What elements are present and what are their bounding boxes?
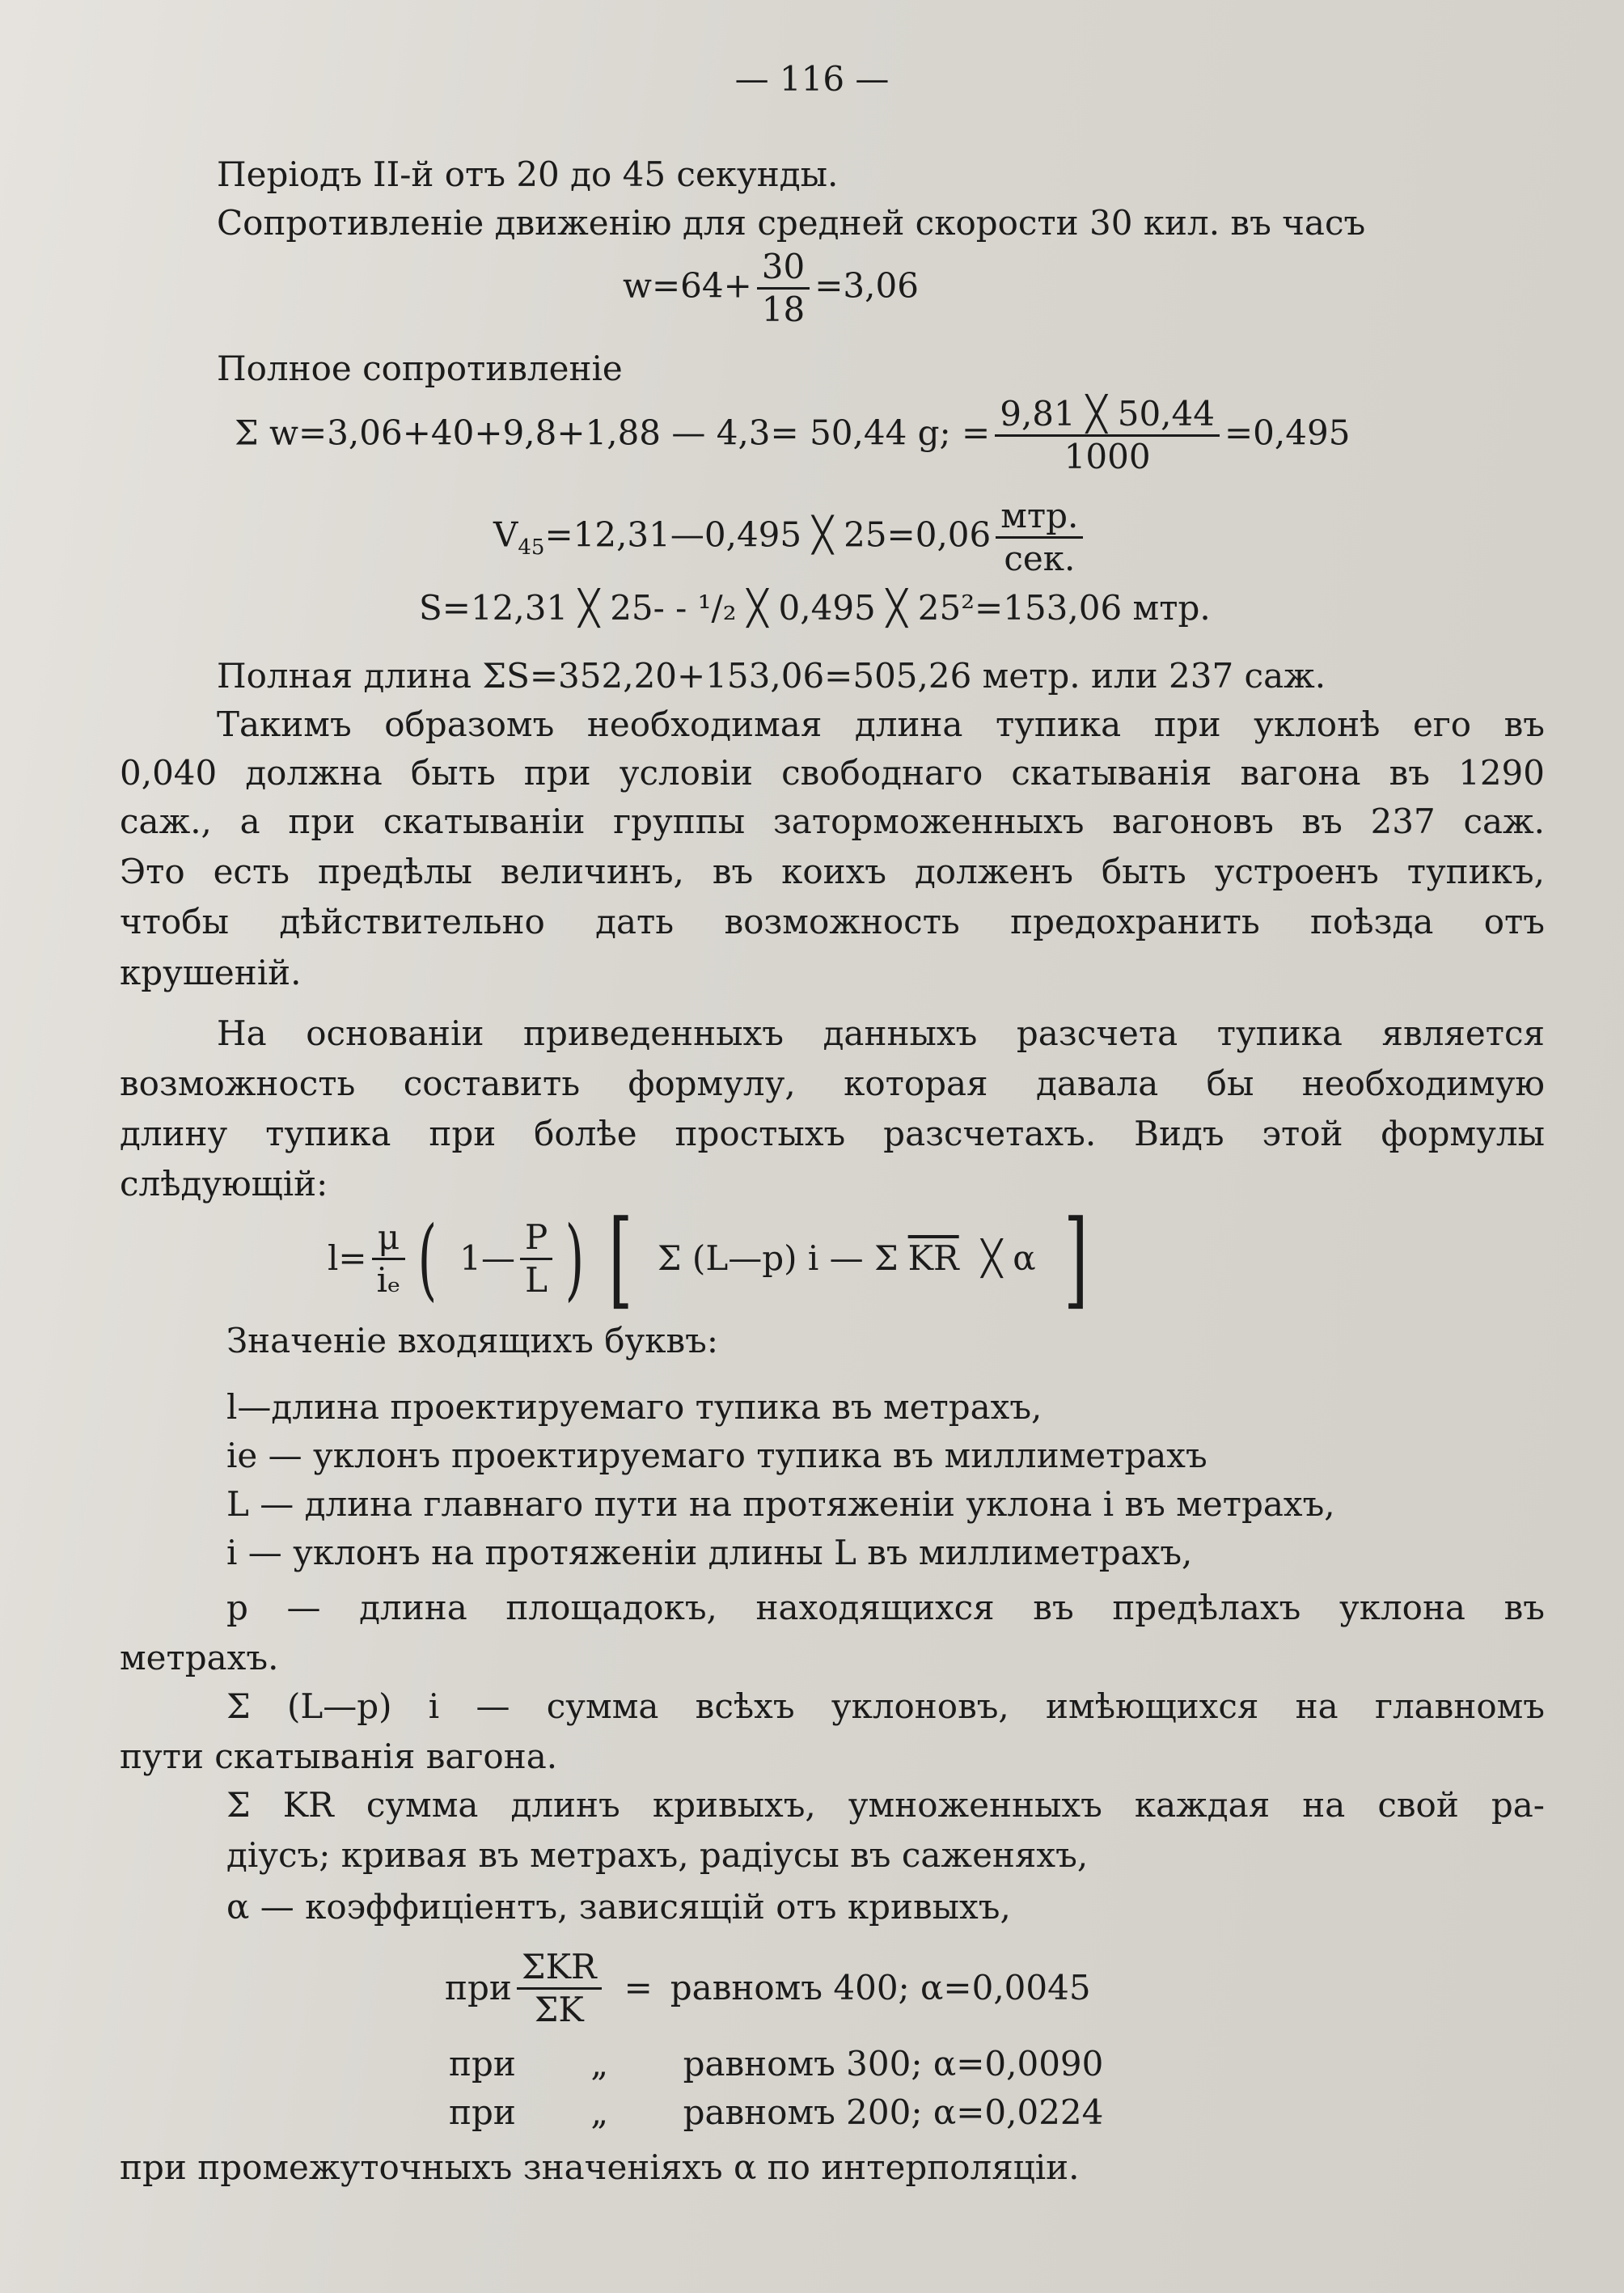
legend-item-cont: діусъ; кривая въ метрахъ, радіусы въ саженяхъ, bbox=[226, 1835, 1089, 1875]
legend-item: l—длина проектируемаго тупика въ метрахъ, bbox=[226, 1387, 1042, 1427]
formula-open-paren: ( bbox=[417, 1207, 438, 1310]
para2-line: возможность составить формулу, которая давала бы необходимую bbox=[120, 1064, 1545, 1103]
para2-line: На основаніи приведенныхъ данныхъ разсчета тупика является bbox=[217, 1013, 1545, 1053]
eq-w-den: 18 bbox=[761, 290, 806, 329]
case-ditto: „ bbox=[590, 2092, 609, 2132]
equation-w bbox=[623, 247, 919, 330]
formula-one: 1— bbox=[459, 1238, 515, 1278]
case-value: равномъ 300; α=0,0090 bbox=[683, 2044, 1104, 2084]
full-length-line: Полная длина ΣS=352,20+153,06=505,26 метр. или 237 саж. bbox=[217, 656, 1326, 696]
para2-line: длину тупика при болѣе простыхъ разсчетахъ. Видъ этой формулы bbox=[120, 1114, 1545, 1153]
formula-p: P bbox=[520, 1217, 552, 1260]
legend-item: α — коэффиціентъ, зависящій отъ кривыхъ, bbox=[226, 1887, 1011, 1927]
legend-item: L — длина главнаго пути на протяженіи уклона i въ метрахъ, bbox=[226, 1484, 1335, 1524]
legend-item: р — длина площадокъ, находящихся въ предѣлахъ уклона въ bbox=[226, 1588, 1545, 1627]
legend-item: Σ KR сумма длинъ кривыхъ, умноженныхъ каждая на свой ра- bbox=[226, 1785, 1545, 1825]
eq-w-lhs: w=64+ bbox=[623, 265, 752, 306]
case-num: ΣKR bbox=[517, 1947, 602, 1990]
eq-v-fraction bbox=[996, 496, 1083, 579]
eq-v-den: сек. bbox=[1004, 539, 1076, 578]
legend-item: i — уклонъ на протяженіи длины L въ миллиметрахъ, bbox=[226, 1533, 1193, 1572]
formula-fraction-mu bbox=[372, 1217, 406, 1301]
para1-line: Это есть предѣлы величинъ, въ коихъ долженъ быть устроенъ тупикъ, bbox=[120, 852, 1545, 891]
period-heading: Періодъ II-й отъ 20 до 45 секунды. bbox=[217, 154, 839, 194]
formula-tail: ╳ α bbox=[981, 1238, 1036, 1278]
para1-line: Такимъ образомъ необходимая длина тупика при уклонѣ его въ bbox=[217, 704, 1545, 744]
final-line: при промежуточныхъ значеніяхъ α по интерполяціи. bbox=[120, 2147, 1080, 2187]
eq-v-sub: 45 bbox=[518, 535, 545, 560]
case-pri: при bbox=[445, 1968, 512, 2007]
eq-sum-num: 9,81 ╳ 50,44 bbox=[995, 394, 1220, 437]
case-ditto: „ bbox=[590, 2044, 609, 2084]
formula-inner: Σ (L—p) i — Σ bbox=[657, 1238, 899, 1278]
formula-mu: μ bbox=[372, 1217, 406, 1260]
case-eq: = bbox=[624, 1968, 653, 2007]
para1-line: саж., а при скатываніи группы заторможенныхъ вагоновъ въ 237 саж. bbox=[120, 802, 1545, 841]
case-row bbox=[449, 2090, 1103, 2135]
eq-w-fraction bbox=[757, 247, 810, 330]
eq-w-rhs: =3,06 bbox=[814, 265, 919, 306]
formula-fraction-pl bbox=[520, 1217, 552, 1301]
formula-l: L bbox=[525, 1259, 548, 1300]
formula-open-bracket: [ bbox=[608, 1197, 633, 1320]
para1-line: 0,040 должна быть при условіи свободнаго скатыванія вагона въ 1290 bbox=[120, 753, 1545, 793]
eq-w-num: 30 bbox=[757, 247, 810, 290]
equation-sum bbox=[235, 394, 1350, 477]
para1-last-line: крушеній. bbox=[120, 953, 302, 992]
formula-ie: iₑ bbox=[376, 1259, 401, 1300]
eq-sum-den: 1000 bbox=[1064, 437, 1151, 476]
formula-lhs: l= bbox=[328, 1238, 367, 1278]
case-fraction bbox=[517, 1947, 602, 2030]
page-number: — 116 — bbox=[734, 59, 890, 99]
legend-item: iе — уклонъ проектируемаго тупика въ миллиметрахъ bbox=[226, 1436, 1207, 1475]
equation-s: S=12,31 ╳ 25- - ¹/₂ ╳ 0,495 ╳ 25²=153,06 мтр. bbox=[419, 588, 1211, 628]
full-resistance-label: Полное сопротивленіе bbox=[217, 349, 623, 388]
case-value: равномъ 200; α=0,0224 bbox=[683, 2092, 1104, 2132]
case-value: равномъ 400; α=0,0045 bbox=[670, 1968, 1091, 2007]
eq-sum-rhs: =0,495 bbox=[1224, 412, 1351, 453]
case-row bbox=[449, 2041, 1103, 2087]
legend-heading: Значеніе входящихъ буквъ: bbox=[226, 1321, 718, 1360]
eq-sum-fraction bbox=[995, 394, 1220, 477]
eq-v-num: мтр. bbox=[996, 496, 1083, 539]
legend-item-cont: пути скатыванія вагона. bbox=[120, 1737, 558, 1776]
para1-line: чтобы дѣйствительно дать возможность предохранить поѣзда отъ bbox=[120, 902, 1545, 941]
para2-last-line: слѣдующій: bbox=[120, 1164, 328, 1204]
eq-v-mid: =12,31—0,495 ╳ 25=0,06 bbox=[544, 514, 992, 555]
eq-v-lhs: V bbox=[493, 514, 518, 555]
formula-close-bracket: ] bbox=[1063, 1197, 1089, 1320]
formula-kr: $\overline{KR}$ bbox=[907, 1238, 959, 1278]
legend-item: Σ (L—p) i — сумма всѣхъ уклоновъ, имѣющихся на главномъ bbox=[226, 1686, 1545, 1726]
formula-close-paren: ) bbox=[565, 1207, 585, 1310]
case-pri: при bbox=[449, 2092, 516, 2132]
main-formula bbox=[328, 1197, 1096, 1320]
case-pri: при bbox=[449, 2044, 516, 2084]
case-den: ΣK bbox=[534, 1989, 584, 2029]
legend-item-cont: метрахъ. bbox=[120, 1638, 279, 1677]
case-row bbox=[445, 1941, 1091, 2030]
equation-v bbox=[493, 496, 1088, 579]
resistance-line: Сопротивленіе движенію для средней скорости 30 кил. въ часъ bbox=[217, 203, 1366, 243]
eq-sum-lhs: Σ w=3,06+40+9,8+1,88 — 4,3= 50,44 g; = bbox=[235, 412, 991, 453]
